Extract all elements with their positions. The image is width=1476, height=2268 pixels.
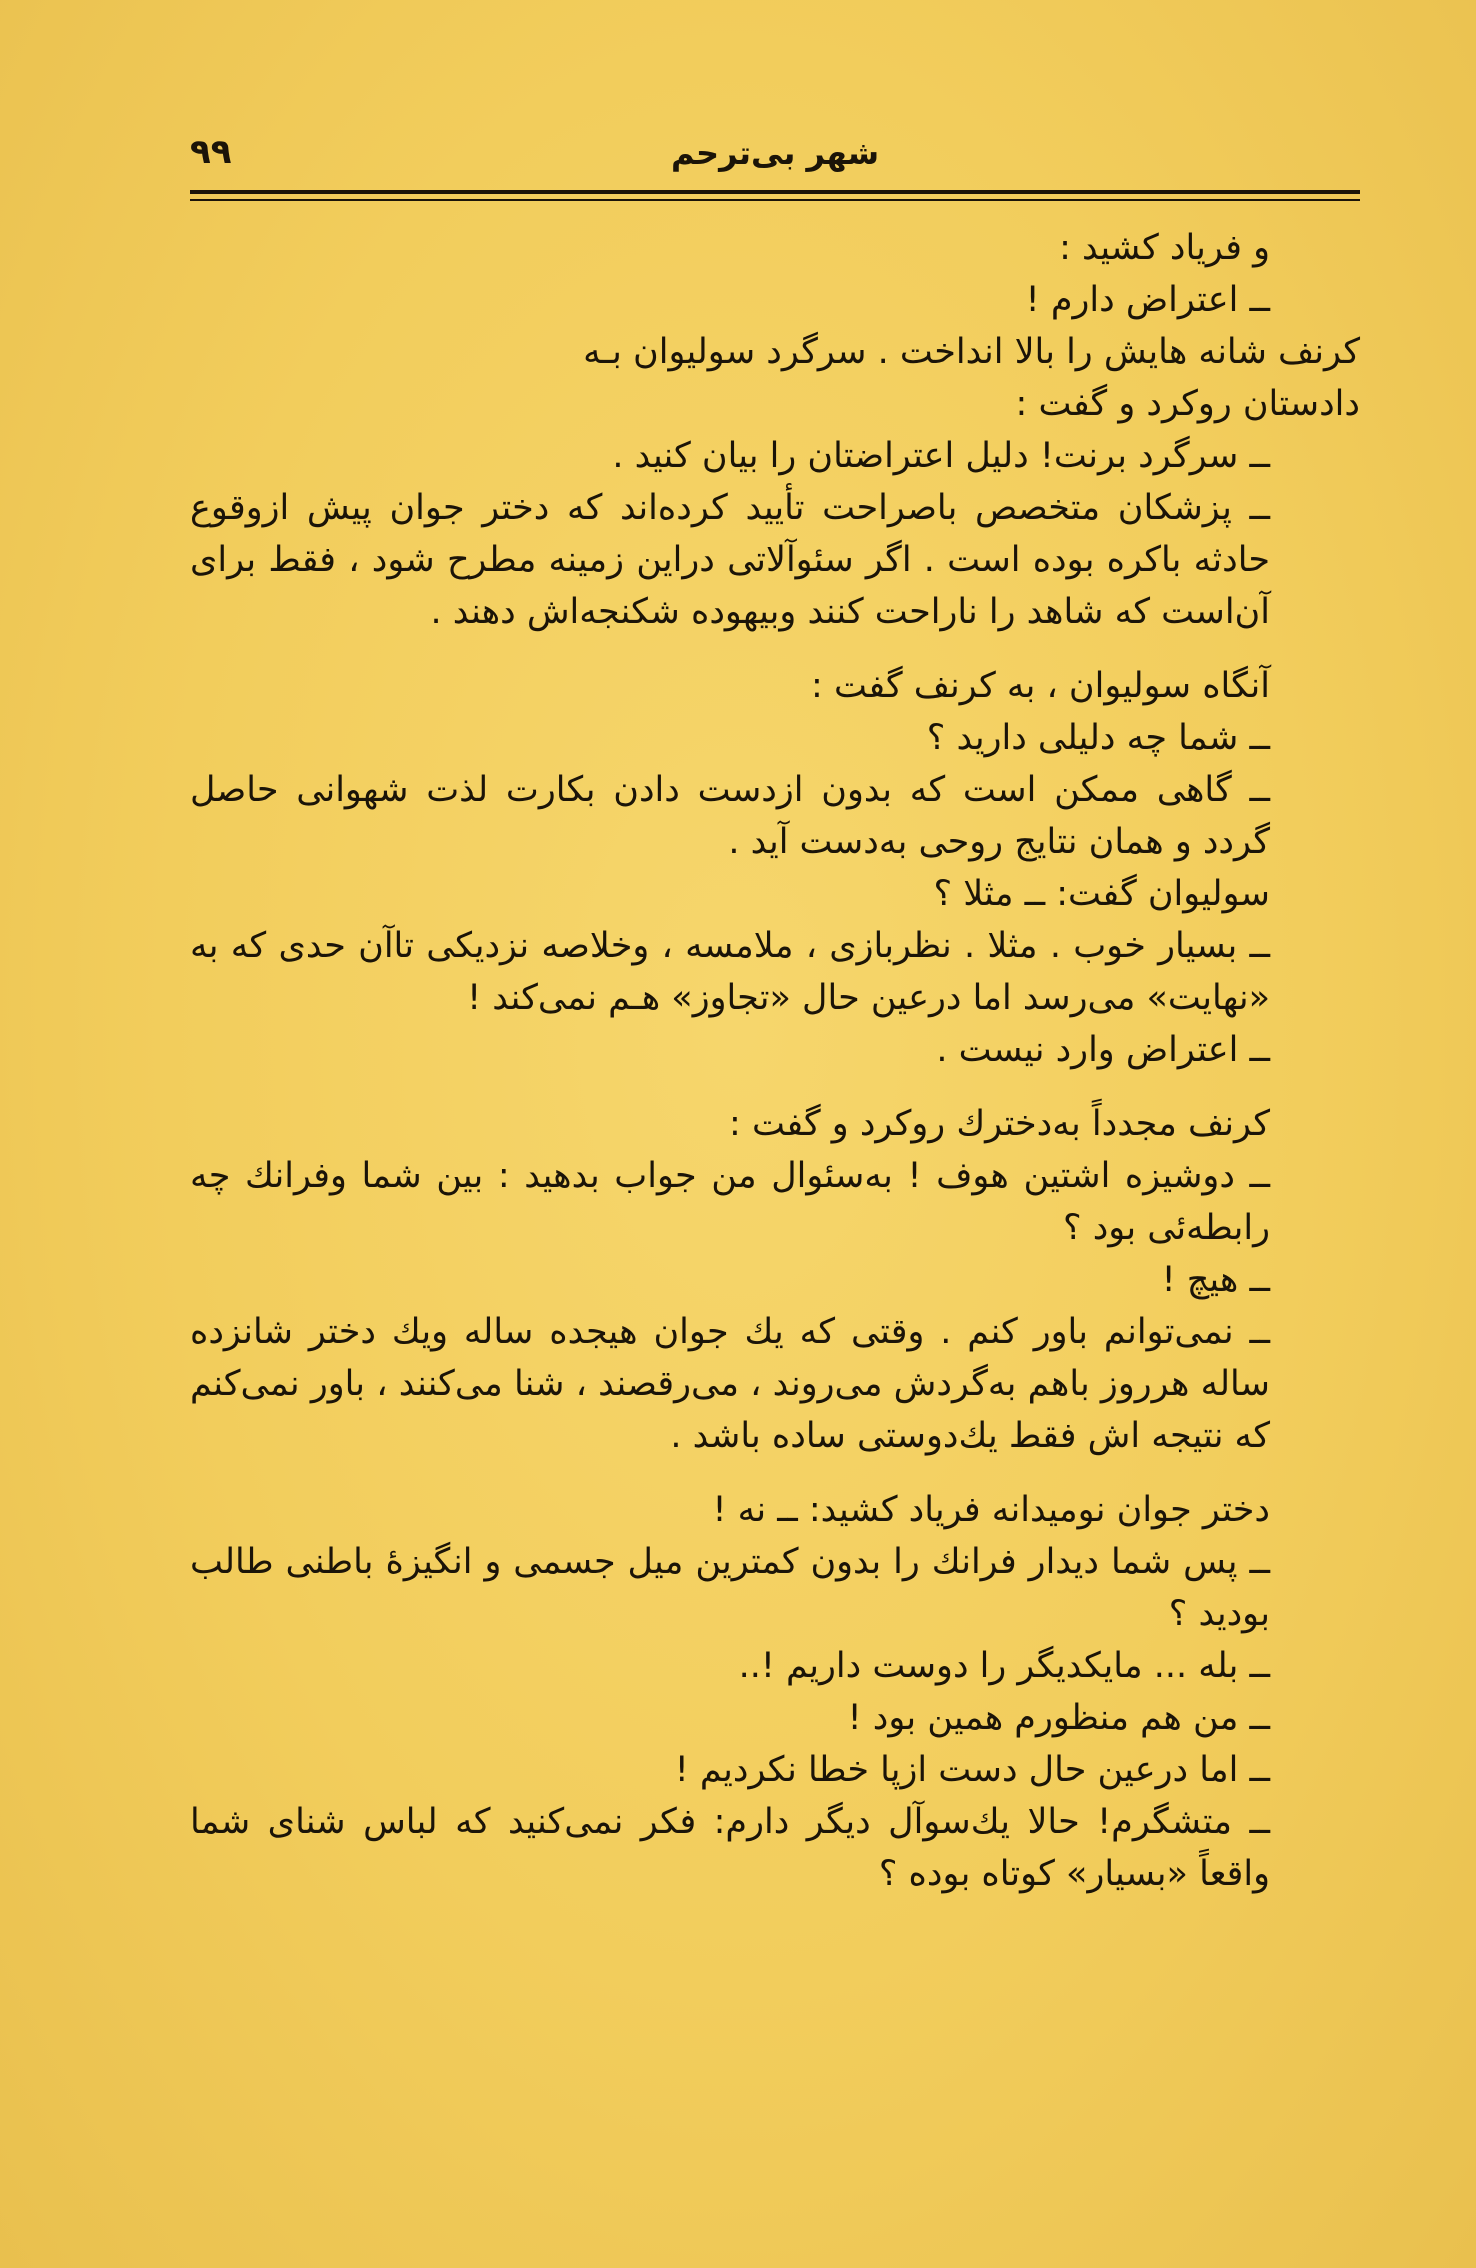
- dialogue-line: ــ اعتراض وارد نیست .: [936, 1030, 1270, 1070]
- dialogue-line: ــ دوشیزه اشتین هوف ! به‌سئوال من جواب بدهید : بین شما وفرانك چه رابطه‌ئی بود ؟: [190, 1156, 1270, 1248]
- spacer: [190, 1076, 1360, 1098]
- dialogue-line: ــ شما چه دلیلی دارید ؟: [926, 718, 1270, 758]
- dialogue-line: ــ متشگرم! حالا یك‌سوآل دیگر دارم: فکر نمی‌کنید که لباس شنای شما واقعاً «بسیار» کوتاه بوده ؟: [190, 1802, 1270, 1894]
- dialogue-line: ــ پزشکان متخصص باصراحت تأیید کرده‌اند که دختر جوان پیش ازوقوع حادثه باکره بوده است . اگر سئوآلاتی دراین زمینه مطرح شود ، فقط برای آن‌است که شاهد را ناراحت کنند وبیهوده شکنجه‌اش دهند .: [190, 488, 1270, 632]
- dialogue-line: ــ اعتراض دارم !: [1025, 280, 1270, 320]
- running-title: شهر بی‌ترحم: [670, 134, 880, 172]
- page-body: [190, 222, 1360, 1900]
- paragraph: کرنف شانه هایش را بالا انداخت . سرگرد سولیوان بـه: [583, 332, 1360, 372]
- dialogue-line: ــ من هم منظورم همین بود !: [847, 1698, 1270, 1738]
- dialogue-line: ــ سرگرد برنت! دلیل اعتراضتان را بیان کنید .: [612, 436, 1270, 476]
- dialogue-line: ــ پس شما دیدار فرانك را بدون کمترین میل جسمی و انگیزهٔ باطنی طالب بودید ؟: [190, 1542, 1270, 1634]
- paragraph: آنگاه سولیوان ، به کرنف گفت :: [811, 666, 1270, 706]
- dialogue-line: ــ اما درعین حال دست ازپا خطا نکردیم !: [674, 1750, 1270, 1790]
- dialogue-line: ــ بسیار خوب . مثلا . نظربازی ، ملامسه ، وخلاصه نزدیکی تاآن حدی که به «نهایت» می‌رسد اما درعین حال «تجاوز» هـم نمی‌کند !: [190, 926, 1270, 1018]
- spacer: [190, 1462, 1360, 1484]
- spacer: [190, 638, 1360, 660]
- dialogue-line: ــ بله ... مایکدیگر را دوست داریم !..: [738, 1646, 1270, 1686]
- header-rule-thick: [190, 190, 1360, 194]
- header-rule-thin: [190, 199, 1360, 201]
- paragraph: کرنف مجدداً به‌دخترك روکرد و گفت :: [729, 1104, 1270, 1144]
- dialogue-line: ــ نمی‌توانم باور کنم . وقتی که یك جوان هیجده ساله ویك دختر شانزده ساله هرروز باهم به‌گردش می‌روند ، می‌رقصند ، شنا می‌کنند ، باور نمی‌کنم که نتیجه اش فقط یك‌دوستی ساده باشد .: [190, 1312, 1270, 1456]
- paragraph: و فریاد کشید :: [1059, 228, 1270, 268]
- dialogue-line: سولیوان گفت: ــ مثلا ؟: [933, 874, 1270, 914]
- page-number: ۹۹: [190, 132, 232, 172]
- page-header: [190, 128, 1360, 188]
- paragraph: دختر جوان نومیدانه فریاد کشید: ــ نه !: [712, 1490, 1270, 1530]
- dialogue-line: ــ هیچ !: [1161, 1260, 1270, 1300]
- dialogue-line: ــ گاهی ممکن است که بدون ازدست دادن بکارت لذت شهوانی حاصل گردد و همان نتایج روحی به‌دست آید .: [190, 770, 1270, 862]
- paragraph: دادستان روکرد و گفت :: [1015, 384, 1360, 424]
